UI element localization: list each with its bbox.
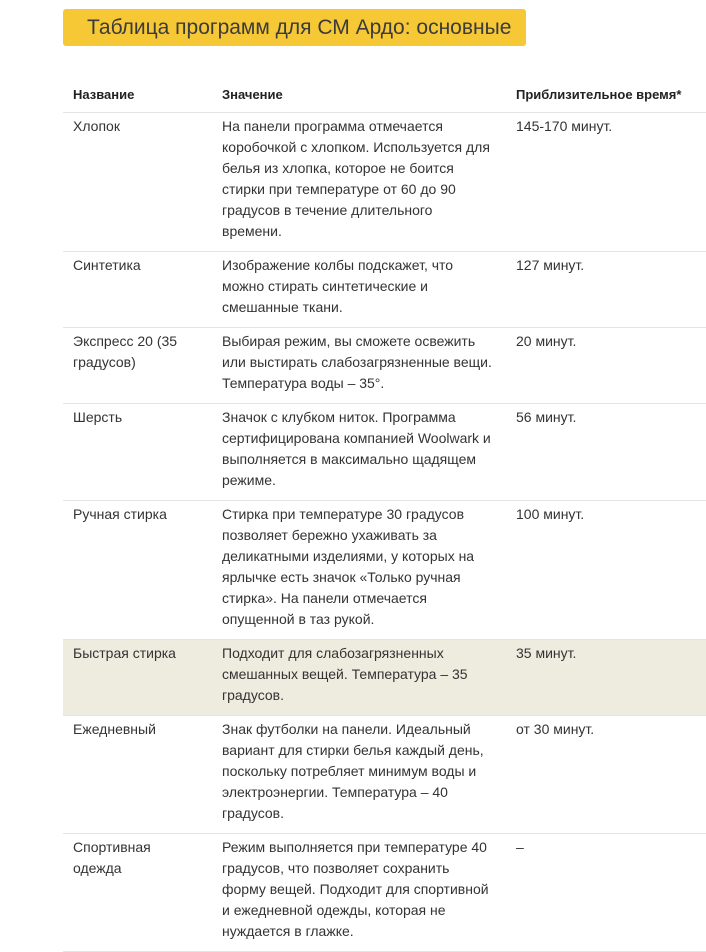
program-description: Изображение колбы подскажет, что можно стирать синтетические и смешанные ткани.: [212, 252, 506, 328]
program-name: Хлопок: [63, 113, 212, 252]
column-header-time: Приблизительное время*: [506, 78, 706, 113]
program-time: –: [506, 834, 706, 952]
page-title: Таблица программ для СМ Ардо: основные: [63, 9, 526, 46]
program-name: Экспресс 20 (35 градусов): [63, 328, 212, 404]
table-row-highlighted: [63, 640, 706, 716]
table-row: [63, 716, 706, 834]
program-time: 35 минут.: [506, 640, 706, 716]
program-description: Подходит для слабозагрязненных смешанных вещей. Температура – 35 градусов.: [212, 640, 506, 716]
column-header-name: Название: [63, 78, 212, 113]
program-time: 145-170 минут.: [506, 113, 706, 252]
program-description: Значок с клубком ниток. Программа сертифицирована компанией Woolwark и выполняется в максимально щадящем режиме.: [212, 404, 506, 501]
program-name: Синтетика: [63, 252, 212, 328]
program-time: 20 минут.: [506, 328, 706, 404]
program-description: Выбирая режим, вы сможете освежить или выстирать слабозагрязненные вещи. Температура воды – 35°.: [212, 328, 506, 404]
table-row: [63, 834, 706, 952]
program-time: 56 минут.: [506, 404, 706, 501]
table-row: [63, 404, 706, 501]
program-time: 127 минут.: [506, 252, 706, 328]
program-name: Ручная стирка: [63, 501, 212, 640]
column-header-meaning: Значение: [212, 78, 506, 113]
program-name: Шерсть: [63, 404, 212, 501]
table-row: [63, 113, 706, 252]
program-name: Ежедневный: [63, 716, 212, 834]
table-row: [63, 328, 706, 404]
table-header-row: [63, 78, 706, 113]
programs-table: [63, 78, 706, 952]
table-row: [63, 501, 706, 640]
program-name: Быстрая стирка: [63, 640, 212, 716]
program-description: На панели программа отмечается коробочкой с хлопком. Используется для белья из хлопка, которое не боится стирки при температуре от 60 до 90 градусов в течение длительного времени.: [212, 113, 506, 252]
program-time: от 30 минут.: [506, 716, 706, 834]
program-time: 100 минут.: [506, 501, 706, 640]
program-description: Стирка при температуре 30 градусов позволяет бережно ухаживать за деликатными изделиями, у которых на ярлычке есть значок «Только ручная стирка». На панели отмечается опущенной в таз рукой.: [212, 501, 506, 640]
table-row: [63, 252, 706, 328]
program-description: Знак футболки на панели. Идеальный вариант для стирки белья каждый день, поскольку потребляет минимум воды и электроэнергии. Температура – 40 градусов.: [212, 716, 506, 834]
program-description: Режим выполняется при температуре 40 градусов, что позволяет сохранить форму вещей. Подходит для спортивной и ежедневной одежды, которая не нуждается в глажке.: [212, 834, 506, 952]
program-name: Спортивная одежда: [63, 834, 212, 952]
